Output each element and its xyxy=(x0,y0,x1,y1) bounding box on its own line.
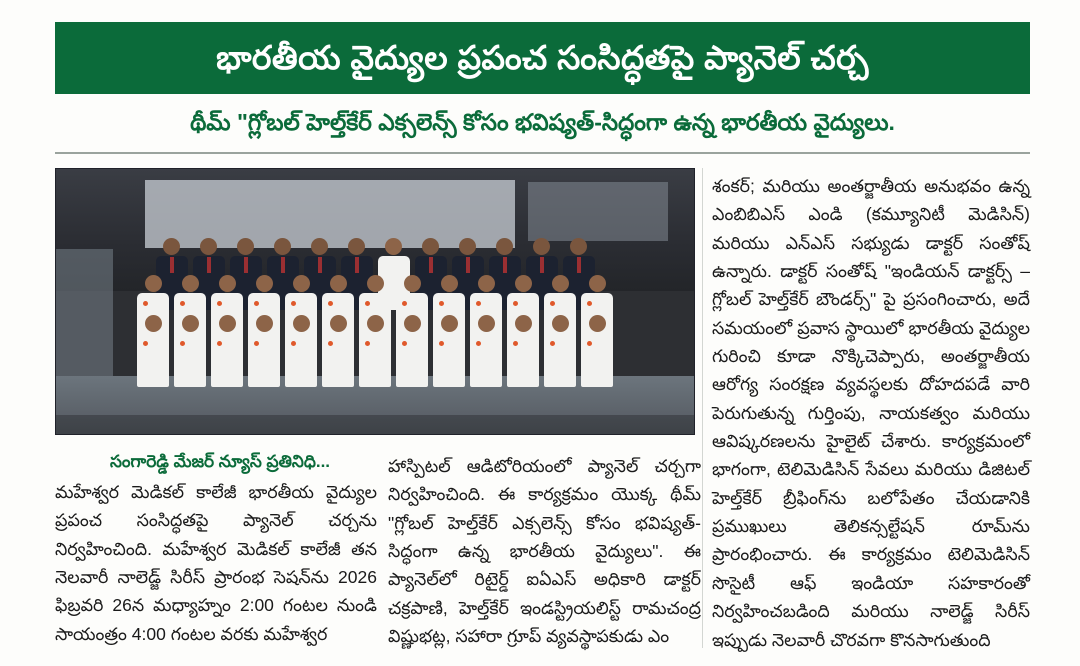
photo-foreground-strip xyxy=(56,415,694,434)
headline-banner xyxy=(55,22,1030,94)
article-column-1 xyxy=(55,478,377,648)
photo-person xyxy=(395,315,429,387)
photo-person xyxy=(432,315,466,387)
photo-people-row-front xyxy=(56,315,694,387)
photo-person xyxy=(210,315,244,387)
photo-person xyxy=(321,315,355,387)
photo-person xyxy=(284,315,318,387)
photo-side-screen xyxy=(528,182,668,240)
subheadline-text: థీమ్ "గ్లోబల్ హెల్త్‌కేర్ ఎక్సలెన్స్ కోసం భవిష్యత్-సిద్ధంగా ఉన్న భారతీయ వైద్యులు. xyxy=(190,109,895,135)
article-column-2 xyxy=(388,452,701,650)
photo-person xyxy=(247,315,281,387)
photo-person xyxy=(173,315,207,387)
article-paragraph: శంకర్; మరియు అంతర్జాతీయ అనుభవం ఉన్న ఎంబిబిఎస్ ఎండి (కమ్యూనిటీ మెడిసిన్) మరియు ఎన్ఎస్ సభ్యుడు డాక్టర్ సంతోష్ ఉన్నారు. డాక్టర్ సంతోష్ "ఇండియన్ డాక్టర్స్ – గ్లోబల్ హెల్త్‌కేర్ బౌండర్స్" పై ప్రసంగించారు, అదే సమయంలో ప్రవాస స్థాయిలో భారతీయ వైద్యుల గురించి కూడా నొక్కిచెప్పారు, అంతర్జాతీయ ఆరోగ్య సంరక్షణ వ్యవస్థలకు దోహదపడే వారి పెరుగుతున్న గుర్తింపు, నాయకత్వం మరియు ఆవిష్కరణలను హైలైట్ చేశారు. కార్యక్రమంలో భాగంగా, టెలిమెడిసిన్ సేవలు మరియు డిజిటల్ హెల్త్‌కేర్ బ్రీఫింగ్‌ను బలోపేతం చేయడానికి ప్రముఖులు తెలికన్సల్టేషన్ రూమ్‌ను ప్రారంభించారు. ఈ కార్యక్రమం టెలిమెడిసిన్ సొసైటీ ఆఫ్ ఇండియా సహకారంతో నిర్వహించబడింది మరియు నాలెడ్జ్ సిరీస్ ఇప్పుడు నెలవారీ చొరవగా కొనసాగుతుంది xyxy=(712,176,1030,650)
photo-person xyxy=(543,315,577,387)
group-photo xyxy=(55,168,695,435)
photo-person xyxy=(469,315,503,387)
headline-text: భారతీయ వైద్యుల ప్రపంచ సంసిద్ధతపై ప్యానెల్ చర్చ xyxy=(216,39,869,77)
article-paragraph: మహేశ్వర మెడికల్ కాలేజీ భారతీయ వైద్యుల ప్రపంచ సంసిద్ధతపై ప్యానెల్ చర్చను నిర్వహించింది. మహేశ్వర మెడికల్ కాలేజీ తన నెలవారీ నాలెడ్జ్ సిరీస్ ప్రారంభ సెషన్‌ను 2026 ఫిబ్రవరి 26న మధ్యాహ్నం 2:00 గంటల నుండి సాయంత్రం 4:00 గంటల వరకు మహేశ్వర xyxy=(55,482,377,644)
photo-person xyxy=(506,315,540,387)
header-divider xyxy=(55,152,1030,154)
byline: సంగారెడ్డి మేజర్ న్యూస్ ప్రతినిధి... xyxy=(109,452,331,471)
photo-person xyxy=(358,315,392,387)
column-divider xyxy=(702,168,703,648)
article-column-3 xyxy=(712,172,1030,654)
photo-person xyxy=(136,315,170,387)
photo-person xyxy=(580,315,614,387)
article-paragraph: హాస్పిటల్ ఆడిటోరియంలో ప్యానెల్ చర్చగా నిర్వహించింది. ఈ కార్యక్రమం యొక్క థీమ్ "గ్లోబల్ హెల్త్‌కేర్ ఎక్సలెన్స్ కోసం భవిష్యత్-సిద్ధంగా ఉన్న భారతీయ వైద్యులు". ఈ ప్యానెల్‌లో రిటైర్డ్ ఐఏఎస్ అధికారి డాక్టర్ చక్రపాణి, హెల్త్‌కేర్ ఇండస్ట్రియలిస్ట్ రామచంద్ర విష్ణుభట్ల, సహారా గ్రూప్ వ్యవస్థాపకుడు ఎం xyxy=(388,456,701,647)
